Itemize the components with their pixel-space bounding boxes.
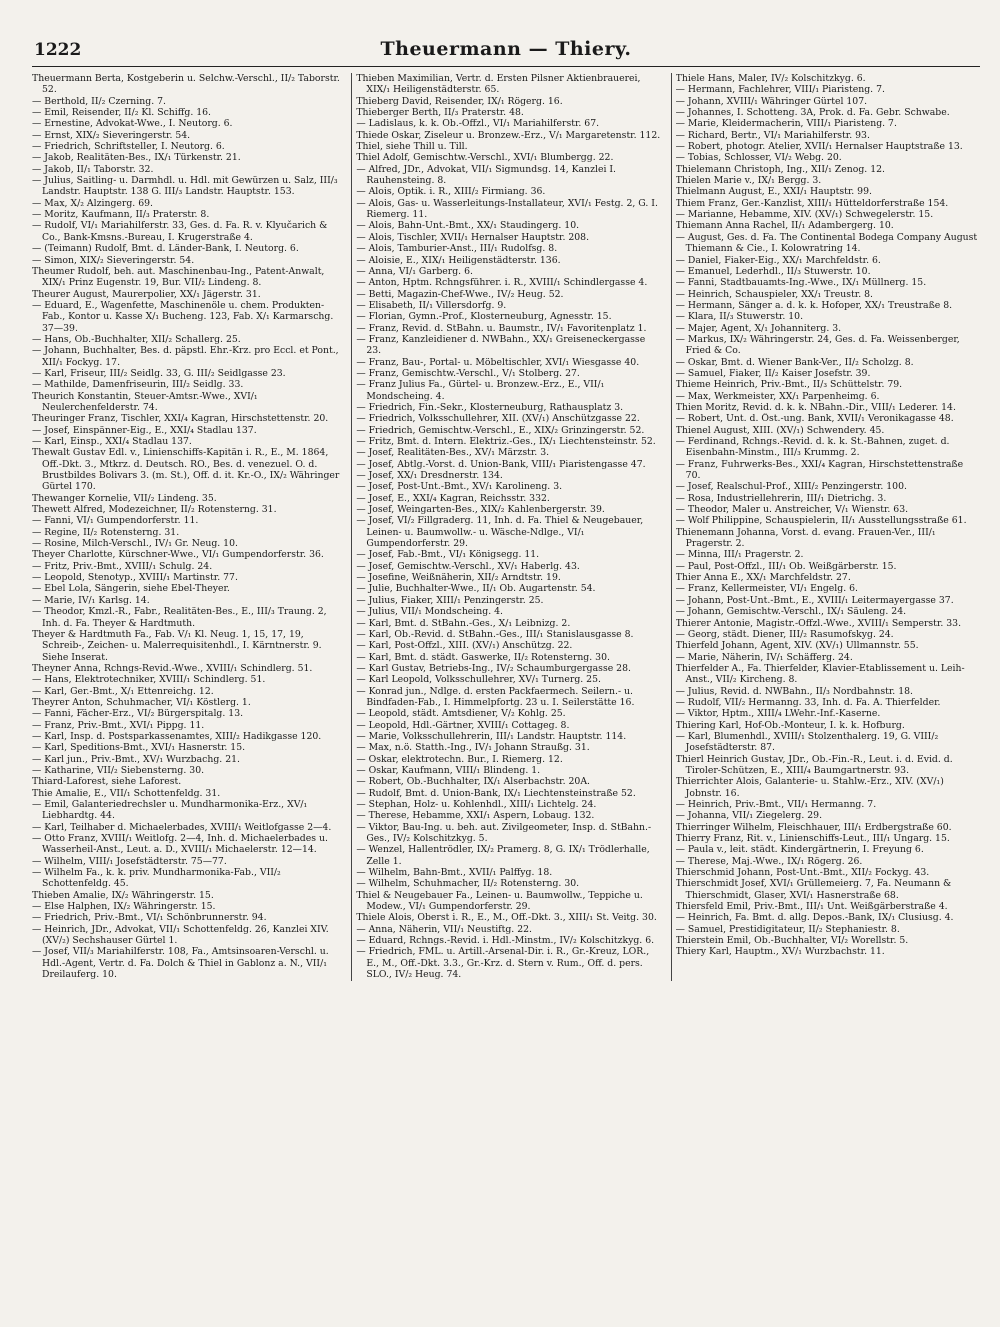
directory-entry: — Johann, Post-Unt.-Bmt., E., XVIII/₁ Leitermayergasse 37. [675,594,954,606]
directory-entry: — Robert, Ob.-Buchhalter, IX/₁ Alserbachstr. 20A. [356,776,591,788]
directory-entry: — Regine, II/₂ Rotensterng. 31. [32,526,180,538]
directory-entry: — Josef, Realitäten-Bes., XV/₁ Märzstr. 3. [356,447,550,459]
directory-entry: — Stephan, Holz- u. Kohlenhdl., XIII/₁ Lichtelg. 24. [356,799,597,810]
directory-entry: — Fanni, VI/₁ Gumpendorferstr. 11. [32,515,199,527]
directory-entry: Theuringer Franz, Tischler, XXI/₄ Kagran, Hirschstettenstr. 20. [32,413,329,425]
directory-entry: — Leopold, Stenotyp., XVIII/₁ Martinstr. 77. [32,572,238,584]
directory-entry: — Wilhelm, VIII/₁ Josefstädterstr. 75—77. [32,855,227,867]
directory-entry: — Karl, Teilhaber d. Michaelerbades, XVIII/₁ Weitlofgasse 2—4. [32,821,332,833]
directory-entry: Thiel, siehe Thill u. Till. [356,141,468,153]
running-head: Theuermann — Thiery. [380,38,632,60]
directory-entry: Thiede Oskar, Ziseleur u. Bronzew.-Erz., V/₁ Margaretenstr. 112. [356,129,661,141]
directory-entry: — Samuel, Prestidigitateur, II/₂ Stephaniestr. 8. [675,923,900,935]
directory-entry: — Josef, Abtlg.-Vorst. d. Union-Bank, VIII/₁ Piaristengasse 47. [356,458,646,470]
directory-entry: Thiering Karl, Hof-Ob.-Monteur, I. k. k. Hofburg. [675,719,905,731]
directory-entry: — Heinrich, Schauspieler, XX/₁ Treustr. 8. [675,288,873,300]
column-right [671,73,980,981]
directory-entry: — Therese, Hebamme, XXI/₁ Aspern, Lobaug. 132. [356,810,595,822]
directory-entry: — Josef, Gemischtw.-Verschl., XV/₁ Haberlg. 43. [356,560,580,572]
directory-entry: — Alois, Optik. i. R., XIII/₂ Firmiang. 36. [356,186,546,198]
directory-entry: Thierl Heinrich Gustav, JDr., Ob.-Fin.-R., Leut. i. d. Evid. d. Tiroler-Schützen, E., XIII/₄ Baumgartnerstr. 93. [675,753,953,776]
page-number: 1222 [34,40,82,60]
directory-entry: — Karl, Bmt. d. städt. Gaswerke, II/₂ Rotensterng. 30. [356,651,610,663]
directory-entry: — Viktor, Bau-Ing. u. beh. aut. Zivilgeometer, Insp. d. StBahn.-Ges., IV/₂ Kolschitzkyg. 5. [356,821,652,845]
directory-entry: — Simon, XIX/₂ Sieveringerstr. 54. [32,254,195,266]
directory-entry: — Therese, Maj.-Wwe., IX/₁ Rögerg. 26. [675,855,863,867]
directory-entry: — Rudolf, VII/₂ Hermanng. 33, Inh. d. Fa. A. Thierfelder. [675,696,941,708]
directory-entry: Theyner Anna, Rchngs-Revid.-Wwe., XVIII/₁ Schindlerg. 51. [32,662,313,674]
directory-entry: — Wolf Philippine, Schauspielerin, II/₁ Ausstellungsstraße 61. [675,515,967,527]
directory-entry: Theuermann Berta, Kostgeberin u. Selchw.-Verschl., II/₂ Taborstr. 52. [32,73,340,96]
directory-entry: Thien Moritz, Revid. d. k. k. NBahn.-Dir., VIII/₁ Lederer. 14. [675,401,956,413]
directory-entry: — Alois, Tischler, XVII/₁ Hernalser Hauptstr. 208. [356,231,590,243]
directory-entry: — Alois, Tamburier-Anst., III/₁ Rudolfsg. 8. [356,243,558,255]
directory-entry: — Friedrich, Volksschullehrer, XII. (XV/₁) Anschützgasse 22. [356,413,640,425]
directory-entry: — Ferdinand, Rchngs.-Revid. d. k. k. St.-Bahnen, zuget. d. Eisenbahn-Minstm., III/₃ Krummg. 2. [675,436,950,459]
directory-entry: Thielen Marie v., IX/₁ Bergg. 3. [675,175,822,187]
directory-entry: Thiel Adolf, Gemischtw.-Verschl., XVI/₁ Blumbergg. 22. [356,152,614,164]
directory-entry: — Florian, Gymn.-Prof., Klosterneuburg, Agnesstr. 15. [356,311,612,323]
directory-entry: Thierschmidt Josef, XVI/₁ Grüllemeierg. 7, Fa. Neumann & Thierschmidt, Glaser, XVI/₁ Hasnerstraße 68. [675,878,952,901]
directory-entry: — Katharine, VII/₂ Siebensterng. 30. [32,764,205,776]
directory-entry: Thierringer Wilhelm, Fleischhauer, III/₁ Erdbergstraße 60. [675,821,952,833]
directory-entry: — Karl, Bmt. d. StBahn.-Ges., X/₁ Leibnizg. 2. [356,617,571,629]
directory-entry: — Ernst, XIX/₂ Sieveringerstr. 54. [32,129,191,141]
directory-entry: — Josef, XX/₁ Dresdnerstr. 134. [356,470,503,482]
directory-entry: Thierer Antonie, Magistr.-Offzl.-Wwe., XVIII/₁ Semperstr. 33. [675,617,962,629]
directory-entry: — Franz, Gemischtw.-Verschl., V/₁ Stolberg. 27. [356,367,580,379]
directory-entry: — Theodor, Kmzl.-R., Fabr., Realitäten-Bes., E., III/₃ Traung. 2, Inh. d. Fa. Theyer & Hardtmuth. [32,606,327,629]
directory-entry: — Julius, Saitling- u. Darmhdl. u. Hdl. mit Gewürzen u. Salz, III/₃ Landstr. Hauptstr. 138 G. III/₃ Landstr. Hauptstr. 153. [32,175,338,198]
directory-entry: — Rudolf, VI/₁ Mariahilferstr. 33, Ges. d. Fa. R. v. Klyučarich & Co., Bank-Kmsns.-Bureau, I. Krugerstraße 4. [32,220,328,243]
directory-entry: — Johanna, VII/₁ Ziegelerg. 29. [675,810,823,822]
directory-entry: Thiel & Neugebauer Fa., Leinen- u. Baumwollw., Teppiche u. Modew., VI/₁ Gumpendorferstr. 29. [356,889,643,913]
directory-entry: Thierschmid Johann, Post-Unt.-Bmt., XII/₂ Fockyg. 43. [675,867,930,879]
directory-entry: — Josef, Realschul-Prof., XIII/₂ Penzingerstr. 100. [675,481,907,493]
directory-entry: — Heinrich, Priv.-Bmt., VII/₁ Hermanng. 7. [675,799,877,810]
directory-entry: — Ernestine, Advokat-Wwe., I. Neutorg. 6. [32,118,233,130]
directory-entry: — Marie, Näherin, IV/₁ Schäfferg. 24. [675,651,853,663]
directory-entry: — Alfred, JDr., Advokat, VII/₁ Sigmundsg. 14, Kanzlei I. Rauhensteing. 8. [356,163,617,187]
directory-entry: Thieben Maximilian, Vertr. d. Ersten Pilsner Aktienbrauerei, XIX/₁ Heiligenstädterstr. 65. [356,73,641,96]
directory-entry: — Mathilde, Damenfriseurin, III/₂ Seidlg. 33. [32,379,244,391]
directory-entry: — Moritz, Kaufmann, II/₃ Praterstr. 8. [32,209,210,221]
directory-entry: — Wenzel, Hallentrödler, IX/₂ Pramerg. 8, G. IX/₁ Trödlerhalle, Zelle 1. [356,844,650,867]
directory-entry: — Jakob, II/₁ Taborstr. 32. [32,163,154,175]
directory-columns [32,73,980,981]
directory-entry: — (Teimann) Rudolf, Bmt. d. Länder-Bank, I. Neutorg. 6. [32,243,299,255]
directory-entry: — Hermann, Fachlehrer, VIII/₁ Piaristeng. 7. [675,84,885,96]
directory-entry: Thie Amalie, E., VII/₁ Schottenfeldg. 31. [32,787,221,799]
directory-entry: — Viktor, Hptm., XIII/₄ LWehr.-Inf.-Kaserne. [675,708,881,720]
directory-entry: — Betti, Magazin-Chef-Wwe., IV/₂ Heug. 52. [356,288,564,300]
directory-entry: — Johann, Buchhalter, Bes. d. päpstl. Ehr.-Krz. pro Eccl. et Pont., XII/₁ Fockyg. 17. [32,345,339,368]
directory-entry: — Josef, VII/₃ Mariahilferstr. 108, Fa., Amtsinsoaren-Verschl. u. Hdl.-Agent, Vertr. d. Fa. Dolch & Thiel in Gablonz a. N., VII/₁ Dreilauferg. 10. [32,946,329,981]
directory-entry: Thiele Hans, Maler, IV/₂ Kolschitzkyg. 6. [675,73,866,84]
directory-entry: — Josef, Fab.-Bmt., VI/₁ Königsegg. 11. [356,549,540,561]
directory-entry: — Julie, Buchhalter-Wwe., II/₁ Ob. Augartenstr. 54. [356,583,596,595]
directory-entry: — Georg, städt. Diener, III/₂ Rasumofskyg. 24. [675,628,894,640]
directory-entry: — Johann, XVIII/₁ Währinger Gürtel 107. [675,95,868,107]
directory-entry: — Emil, Reisender, II/₂ Kl. Schiffg. 16. [32,107,212,119]
directory-entry: — Hans, Ob.-Buchhalter, XII/₂ Schallerg. 25. [32,333,241,345]
directory-entry: — Emanuel, Lederhdl., II/₃ Stuwerstr. 10. [675,265,871,277]
directory-entry: Thieberg David, Reisender, IX/₁ Rögerg. 16. [356,95,563,107]
directory-entry: — Samuel, Fiaker, II/₂ Kaiser Josefstr. 39. [675,367,871,379]
directory-entry: — Rosine, Milch-Verschl., IV/₁ Gr. Neug. 10. [32,538,238,550]
directory-entry: — Marianne, Hebamme, XIV. (XV/₁) Schwegelerstr. 15. [675,209,934,221]
directory-entry: Theurer August, Maurerpolier, XX/₁ Jägerstr. 31. [32,288,261,300]
directory-entry: Thienemann Johanna, Vorst. d. evang. Frauen-Ver., III/₁ Pragerstr. 2. [675,526,936,550]
directory-entry: — Ladislaus, k. k. Ob.-Offzl., VI/₁ Mariahilferstr. 67. [356,118,600,130]
directory-entry: — Karl, Friseur, III/₂ Seidlg. 33, G. III/₂ Seidlgasse 23. [32,367,286,379]
directory-entry: — Friedrich, Schriftsteller, I. Neutorg. 6. [32,141,225,153]
directory-entry: — Fanni, Fächer-Erz., VI/₂ Bürgerspitalg. 13. [32,708,244,720]
directory-entry: — Fanni, Stadtbauamts-Ing.-Wwe., IX/₁ Müllnerg. 15. [675,277,927,289]
directory-entry: — Friedrich, Fin.-Sekr., Klosterneuburg, Rathausplatz 3. [356,401,624,413]
directory-entry: — Leopold, städt. Amtsdiener, V/₂ Kohlg. 25. [356,708,566,720]
directory-entry: — Oskar, elektrotechn. Bur., I. Riemerg. 12. [356,753,563,765]
directory-entry: Theurich Konstantin, Steuer-Amtsr.-Wwe., XVI/₁ Neulerchenfelderstr. 74. [32,390,258,413]
directory-entry: — Karl Leopold, Volksschullehrer, XV/₁ Turnerg. 25. [356,674,601,686]
directory-entry: — Tobias, Schlosser, VI/₂ Webg. 20. [675,152,842,164]
directory-entry: Thielmann August, E., XXI/₁ Hauptstr. 99. [675,186,872,198]
directory-entry: — Karl, Ob.-Revid. d. StBahn.-Ges., III/₁ Stanislausgasse 8. [356,628,634,640]
directory-entry: — Karl, Post-Offzl., XIII. (XV/₁) Anschützg. 22. [356,640,573,652]
directory-entry: — Leopold, Hdl.-Gärtner, XVIII/₁ Cottageg. 8. [356,719,570,731]
directory-entry: — Friedrich, Gemischtw.-Verschl., E., XIX/₂ Grinzingerstr. 52. [356,424,645,436]
directory-entry: — Paula v., leit. städt. Kindergärtnerin, I. Freyung 6. [675,844,924,856]
directory-entry: — Franz, Bau-, Portal- u. Möbeltischler, XVI/₁ Wiesgasse 40. [356,356,640,368]
directory-entry: — Ebel Lola, Sängerin, siehe Ebel-Theyer. [32,583,230,595]
directory-entry: Thewanger Kornelie, VII/₂ Lindeng. 35. [32,492,217,504]
directory-entry: — Heinrich, Fa. Bmt. d. allg. Depos.-Bank, IX/₁ Clusiusg. 4. [675,912,954,924]
directory-entry: — Karl, Blumenhdl., XVIII/₁ Stolzenthalerg. 19, G. VIII/₂ Josefstädterstr. 87. [675,730,939,754]
directory-entry: Thewett Alfred, Modezeichner, II/₂ Rotensterng. 31. [32,504,277,516]
directory-entry: — Max, X/₂ Alzingerg. 69. [32,197,153,209]
directory-entry: Theyrer Anton, Schuhmacher, VI/₁ Köstlerg. 1. [32,696,251,708]
directory-entry: — Fritz, Bmt. d. Intern. Elektriz.-Ges., IX/₁ Liechtensteinstr. 52. [356,436,656,447]
directory-entry: — Fritz, Priv.-Bmt., XVIII/₁ Schulg. 24. [32,560,213,572]
directory-entry: — Julius, VII/₁ Mondscheing. 4. [356,606,503,618]
directory-entry: — Hans, Elektrotechniker, XVIII/₁ Schindlerg. 51. [32,674,266,686]
directory-entry: — Daniel, Fiaker-Eig., XX/₁ Marchfeldstr. 6. [675,254,881,266]
directory-entry: — Aloisie, E., XIX/₁ Heiligenstädterstr. 136. [356,254,561,266]
directory-entry: — Elisabeth, II/₁ Villersdorfg. 9. [356,299,507,311]
directory-entry: — Anna, VI/₁ Garberg. 6. [356,265,473,277]
directory-entry: — Markus, IX/₂ Währingerstr. 24, Ges. d. Fa. Weissenberger, Fried & Co. [675,333,960,357]
directory-entry: — Marie, Volksschullehrerin, III/₁ Landstr. Hauptstr. 114. [356,730,627,742]
directory-entry: — Majer, Agent, X/₁ Johanniterg. 3. [675,322,842,334]
directory-entry: — Max, n.ö. Statth.-Ing., IV/₁ Johann Straußg. 31. [356,742,590,754]
directory-entry: — Marie, Kleidermacherin, VIII/₁ Piaristeng. 7. [675,118,897,130]
directory-entry: — Franz Julius Fa., Gürtel- u. Bronzew.-Erz., E., VII/₁ Mondscheing. 4. [356,379,605,402]
directory-entry: — Robert, Unt. d. Öst.-ung. Bank, XVII/₁ Veronikagasse 48. [675,413,954,425]
directory-entry: — Franz, Priv.-Bmt., XVI/₁ Pippg. 11. [32,719,205,731]
directory-entry: — Franz, Kellermeister, VI/₁ Engelg. 6. [675,583,858,595]
directory-entry: — August, Ges. d. Fa. The Continental Bodega Company August Thiemann & Cie., I. Kolowratring 14. [675,231,978,255]
directory-entry: — Wilhelm, Schuhmacher, II/₂ Rotensterng. 30. [356,878,580,890]
directory-entry: — Franz, Fuhrwerks-Bes., XXI/₄ Kagran, Hirschstettenstraße 70. [675,458,964,482]
directory-entry: Thienel August, XIII. (XV/₁) Schwendery. 45. [675,424,885,436]
directory-entry: Thiery Karl, Hauptm., XV/₁ Wurzbachstr. 11. [675,946,885,958]
directory-entry: — Max, Werkmeister, XX/₁ Parpenheimg. 6. [675,390,880,402]
directory-entry: — Minna, III/₁ Pragerstr. 2. [675,549,804,561]
directory-entry: — Julius, Revid. d. NWBahn., II/₃ Nordbahnstr. 18. [675,685,913,697]
directory-entry: Theyer & Hardtmuth Fa., Fab. V/₁ Kl. Neug. 1, 15, 17, 19, Schreib-, Zeichen- u. Malerrequisitenhdl., I. Kärntnerstr. 9. Siehe Inserat. [32,628,322,663]
directory-entry: — Emil, Galanteriedrechsler u. Mundharmonika-Erz., XV/₁ Liebhardtg. 44. [32,799,308,822]
directory-entry: — Franz, Kanzleidiener d. NWBahn., XX/₁ Greiseneckergasse 23. [356,333,646,357]
directory-entry: — Alois, Bahn-Unt.-Bmt., XX/₁ Staudingerg. 10. [356,220,580,232]
directory-entry: Thierstein Emil, Ob.-Buchhalter, VI/₂ Worellstr. 5. [675,935,909,947]
column-left [32,73,341,981]
directory-entry: Theumer Rudolf, beh. aut. Maschinenbau-Ing., Patent-Anwalt, XIX/₁ Prinz Eugenstr. 19, Bur. VII/₂ Lindeng. 8. [32,265,325,289]
directory-entry: — Karl jun., Priv.-Bmt., XV/₁ Wurzbachg. 21. [32,753,240,765]
directory-entry: — Eduard, E., Wagenfette, Maschinenöle u. chem. Produkten-Fab., Kontor u. Kasse X/₁ Bucheng. 123, Fab. X/₁ Karmarschg. 37—39. [32,299,334,334]
directory-entry: — Franz, Revid. d. StBahn. u. Baumstr., IV/₁ Favoritenplatz 1. [356,322,647,334]
directory-entry: — Oskar, Bmt. d. Wiener Bank-Ver., II/₂ Scholzg. 8. [675,356,914,368]
directory-entry: — Richard, Bertr., VI/₁ Mariahilferstr. 93. [675,129,870,141]
directory-entry: Thiersfeld Emil, Priv.-Bmt., III/₁ Unt. Weißgärberstraße 4. [675,901,948,913]
directory-entry: Thewalt Gustav Edl. v., Linienschiffs-Kapitän i. R., E., M. 1864, Off.-Dkt. 3., Mtkrz. d. Deutsch. RO., Bes. d. venezuel. O. d. Brustbildes Bolivars 3. (m. St.), Off. d. it. Kr.-O., IX/₂ Währinger Gürtel 170. [32,447,340,493]
directory-entry: Thieben Amalie, IX/₂ Währingerstr. 15. [32,889,214,901]
directory-entry: — Oskar, Kaufmann, VIII/₁ Blindeng. 1. [356,764,541,776]
directory-entry: — Alois, Gas- u. Wasserleitungs-Installateur, XVI/₁ Festg. 2, G. I. Riemerg. 11. [356,197,658,221]
column-middle [351,73,660,981]
directory-entry: — Robert, photogr. Atelier, XVII/₁ Hernalser Hauptstraße 13. [675,141,963,153]
directory-entry: Thiele Alois, Oberst i. R., E., M., Off.-Dkt. 3., XIII/₁ St. Veitg. 30. [356,912,657,924]
directory-entry: — Jakob, Realitäten-Bes., IX/₁ Türkenstr. 21. [32,152,241,164]
directory-entry: Thierfelder A., Fa. Thierfelder, Klavier-Etablissement u. Leih-Anst., VII/₂ Kircheng. 8. [675,662,965,686]
directory-entry: Thieberger Berth, II/₃ Praterstr. 48. [356,107,524,119]
directory-entry: Thierrichter Alois, Galanterie- u. Stahlw.-Erz., XIV. (XV/₁) Jobnstr. 16. [675,776,944,799]
directory-entry: — Karl, Speditions-Bmt., XVI/₁ Hasnerstr. 15. [32,742,246,754]
directory-entry: Thier Anna E., XX/₁ Marchfeldstr. 27. [675,572,851,584]
directory-entry: — Karl Gustav, Betriebs-Ing., IV/₂ Schaumburgergasse 28. [356,662,631,674]
directory-entry: — Eduard, Rchngs.-Revid. i. Hdl.-Minstm., IV/₂ Kolschitzkyg. 6. [356,935,655,947]
directory-entry: — Anton, Hptm. Rchngsführer. i. R., XVIII/₁ Schindlergasse 4. [356,277,648,289]
directory-entry: — Friedrich, Priv.-Bmt., VI/₁ Schönbrunnerstr. 94. [32,912,267,924]
directory-entry: — Josef, Post-Unt.-Bmt., XV/₁ Karolineng. 3. [356,481,563,493]
directory-entry: — Klara, II/₃ Stuwerstr. 10. [675,311,804,323]
directory-entry: — Josef, Einspänner-Eig., E., XXI/₄ Stadlau 137. [32,424,257,436]
directory-entry: Thieme Heinrich, Priv.-Bmt., II/₃ Schüttelstr. 79. [675,379,903,391]
directory-entry: — Rudolf, Bmt. d. Union-Bank, IX/₁ Liechtensteinstraße 52. [356,787,636,799]
directory-entry: — Rosa, Industriellehrerin, III/₁ Dietrichg. 3. [675,492,887,504]
directory-entry: — Josef, VI/₂ Fillgraderg. 11, Inh. d. Fa. Thiel & Neugebauer, Leinen- u. Baumwollw.- u. Wäsche-Ndlge., VI/₁ Gumpendorferstr. 29. [356,515,644,550]
directory-entry: — Josef, Weingarten-Bes., XIX/₂ Kahlenbergerstr. 39. [356,504,605,516]
directory-entry: Thiard-Laforest, siehe Laforest. [32,776,182,788]
directory-entry: Thierry Franz, Rit. v., Linienschiffs-Leut., III/₁ Ungarg. 15. [675,833,950,845]
directory-entry: — Marie, IV/₁ Karlsg. 14. [32,594,150,606]
directory-entry: — Heinrich, JDr., Advokat, VII/₁ Schottenfeldg. 26, Kanzlei XIV. (XV/₂) Sechshauser Gürtel 1. [32,923,329,947]
directory-entry: — Friedrich, FML. u. Artill.-Arsenal-Dir. i. R., Gr.-Kreuz, LOR., E., M., Off.-Dkt. 3.3., Gr.-Krz. d. Stern v. Rum., Off. d. pers. SLO., IV/₂ Heug. 74. [356,946,650,981]
directory-entry: — Paul, Post-Offzl., III/₁ Ob. Weißgärberstr. 15. [675,560,897,572]
directory-entry: — Anna, Näherin, VII/₁ Neustiftg. 22. [356,923,533,935]
directory-entry: — Otto Franz, XVIII/₁ Weitlofg. 2—4, Inh. d. Michaelerbades u. Wasserheil-Anst., Leut. a. D., XVIII/₁ Michaelerstr. 12—14. [32,833,328,856]
directory-entry: — Josef, E., XXI/₄ Kagran, Reichsstr. 332. [356,492,550,504]
directory-entry: — Wilhelm, Bahn-Bmt., XVII/₁ Palffyg. 18. [356,867,553,879]
directory-entry: — Johannes, I. Schotteng. 3A, Prok. d. Fa. Gebr. Schwabe. [675,107,950,119]
directory-entry: — Wilhelm Fa., k. k. priv. Mundharmonika-Fab., VII/₂ Schottenfeldg. 45. [32,867,281,890]
directory-entry: — Karl, Einsp., XXI/₄ Stadlau 137. [32,436,192,447]
directory-entry: Theyer Charlotte, Kürschner-Wwe., VI/₁ Gumpendorferstr. 36. [32,549,324,561]
directory-entry: Thierfeld Johann, Agent, XIV. (XV/₁) Ullmannstr. 55. [675,640,919,652]
directory-entry: — Karl, Ger.-Bmt., X/₁ Ettenreichg. 12. [32,685,214,697]
directory-entry: Thiem Franz, Ger.-Kanzlist, XIII/₁ Hütteldorferstraße 154. [675,197,949,209]
directory-entry: — Else Halphen, IX/₂ Währingerstr. 15. [32,901,216,913]
directory-entry: — Julius, Fiaker, XIII/₁ Penzingerstr. 25. [356,594,544,606]
directory-entry: — Josefine, Weißnäherin, XII/₂ Arndtstr. 19. [356,572,561,584]
page-header [32,36,980,67]
directory-entry: — Konrad jun., Ndlge. d. ersten Packfaermech. Seilern.- u. Bindfaden-Fab., I. Himmelpfortg. 23 u. I. Seilerstätte 16. [356,685,635,708]
directory-entry: — Hermann, Sänger a. d. k. k. Hofoper, XX/₁ Treustraße 8. [675,299,953,311]
directory-entry: Thiemann Anna Rachel, II/₁ Adambergerg. 10. [675,220,894,232]
directory-entry: — Karl, Insp. d. Postsparkassenamtes, XIII/₂ Hadikgasse 120. [32,730,322,742]
directory-entry: — Johann, Gemischtw.-Verschl., IX/₁ Säuleng. 24. [675,606,907,618]
directory-entry: — Theodor, Maler u. Anstreicher, V/₁ Wienstr. 63. [675,504,909,516]
directory-entry: Thielemann Christoph, Ing., XII/₁ Zenog. 12. [675,163,886,175]
directory-entry: — Berthold, II/₂ Czerning. 7. [32,95,166,107]
